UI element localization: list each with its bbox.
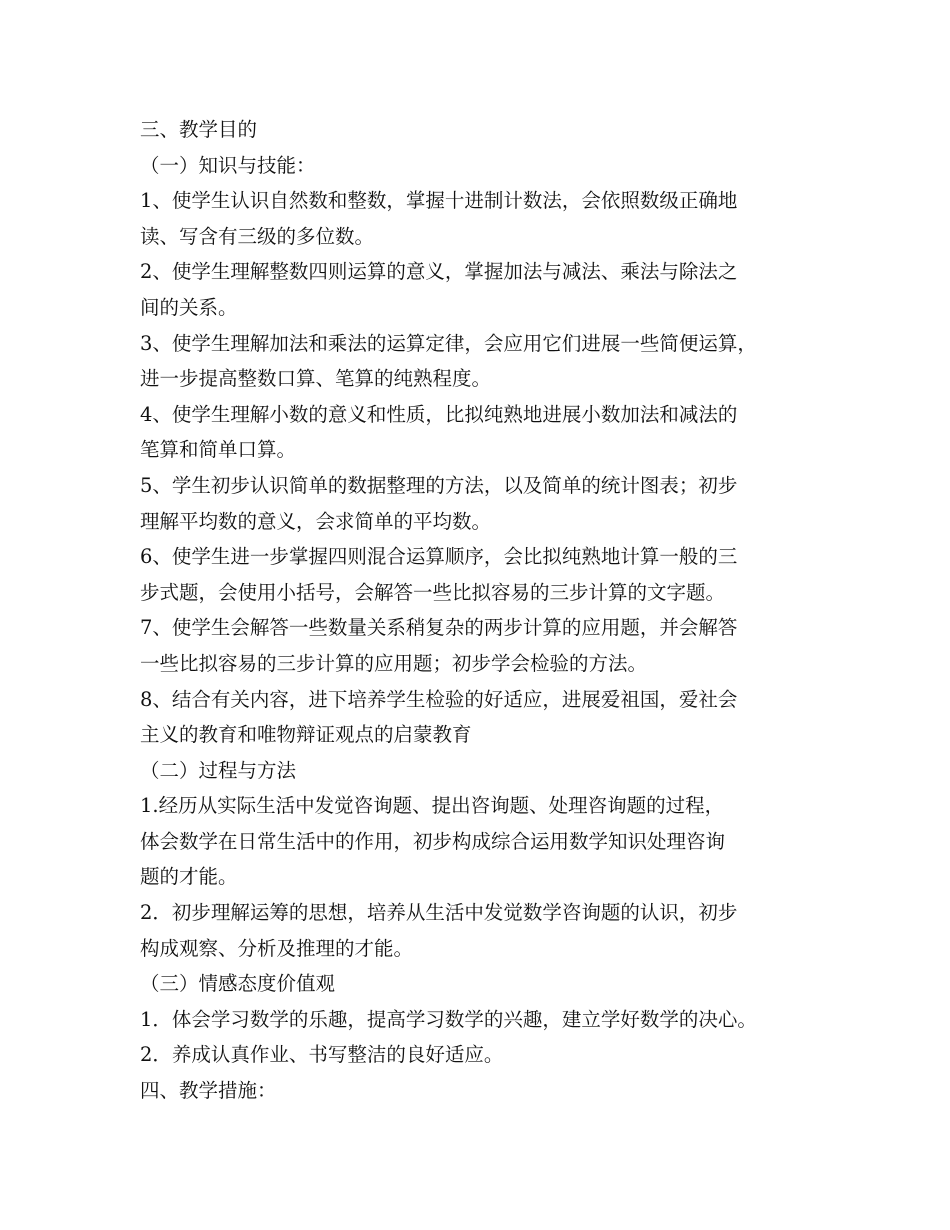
text-line: 1．体会学习数学的乐趣，提高学习数学的兴趣，建立学好数学的决心。 <box>140 1007 757 1031</box>
text-line: 笔算和简单口算。 <box>140 438 297 462</box>
text-line: 间的关系。 <box>140 295 238 319</box>
section-heading: 三、教学目的 <box>140 118 258 141</box>
text-line: 2．初步理解运筹的思想，培养从生活中发觉数学咨询题的认识，初步 <box>140 901 738 925</box>
text-line: 3、使学生理解加法和乘法的运算定律，会应用它们进展一些简便运算， <box>140 331 757 355</box>
text-line: 体会数学在日常生活中的作用，初步构成综合运用数学知识处理咨询 <box>140 829 726 853</box>
text-line: 构成观察、分析及推理的才能。 <box>140 936 414 960</box>
text-line: 进一步提高整数口算、笔算的纯熟程度。 <box>140 367 492 391</box>
text-line: 主义的教育和唯物辩证观点的启蒙教育 <box>140 723 472 747</box>
text-line: 5、学生初步认识简单的数据整理的方法，以及简单的统计图表；初步 <box>140 473 738 497</box>
text-line: 理解平均数的意义，会求简单的平均数。 <box>140 509 492 533</box>
text-line: 步式题，会使用小括号，会解答一些比拟容易的三步计算的文字题。 <box>140 580 726 604</box>
text-line: 7、使学生会解答一些数量关系稍复杂的两步计算的应用题，并会解答 <box>140 616 738 640</box>
text-line: 一些比拟容易的三步计算的应用题；初步学会检验的方法。 <box>140 651 648 675</box>
text-line: 2．养成认真作业、书写整洁的良好适应。 <box>140 1043 504 1067</box>
text-line: 1、使学生认识自然数和整数，掌握十进制计数法，会依照数级正确地 <box>140 189 738 213</box>
text-line: 8、结合有关内容，进下培养学生检验的好适应，进展爱祖国，爱社会 <box>140 687 738 711</box>
subsection-heading: （三）情感态度价值观 <box>140 972 336 996</box>
subsection-heading: （二）过程与方法 <box>140 758 297 782</box>
text-line: 读、写含有三级的多位数。 <box>140 224 375 248</box>
text-line: 1.经历从实际生活中发觉咨询题、提出咨询题、处理咨询题的过程， <box>140 794 725 818</box>
text-line: 4、使学生理解小数的意义和性质，比拟纯熟地进展小数加法和减法的 <box>140 402 738 426</box>
section-heading: 四、教学措施： <box>140 1079 277 1103</box>
text-line: 6、使学生进一步掌握四则混合运算顺序，会比拟纯熟地计算一般的三 <box>140 545 738 569</box>
text-line: 2、使学生理解整数四则运算的意义，掌握加法与减法、乘法与除法之 <box>140 260 738 284</box>
text-line: 题的才能。 <box>140 865 238 889</box>
subsection-heading: （一）知识与技能： <box>140 153 316 177</box>
document-body <box>140 112 830 1109</box>
